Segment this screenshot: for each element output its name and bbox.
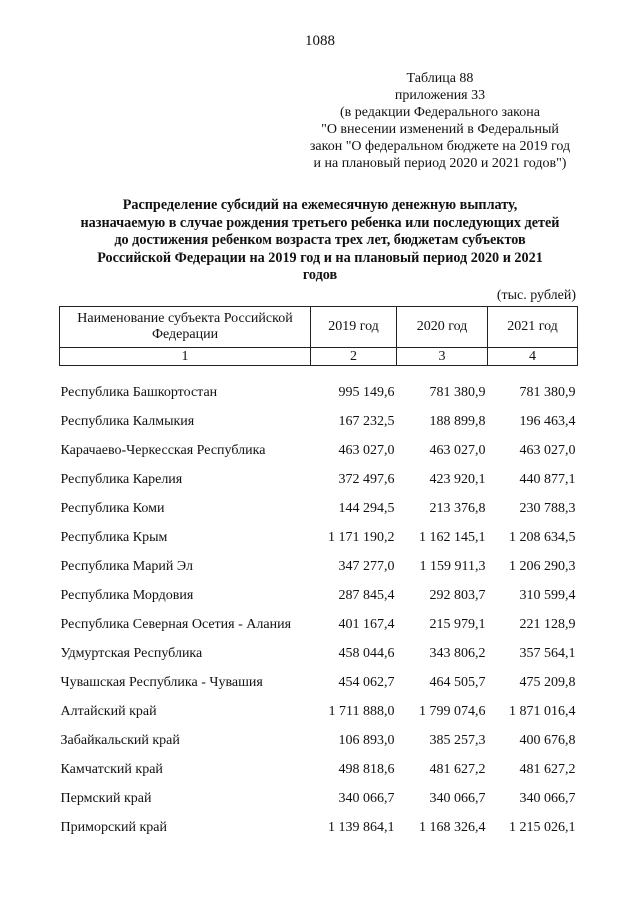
amount-cell-2020: 1 799 074,6 (419, 703, 486, 719)
region-name-cell: Забайкальский край (60, 732, 180, 748)
region-name-cell: Камчатский край (60, 761, 163, 777)
amount-cell-2021: 196 463,4 (519, 413, 576, 429)
column-header-2019: 2019 год (311, 307, 397, 348)
appendix-header (250, 70, 630, 172)
column-number: 3 (397, 348, 488, 366)
amount-cell-2021: 463 027,0 (519, 442, 576, 458)
title-line: назначаемую в случае рождения третьего ребенка или последующих детей (80, 214, 560, 231)
title-line: до достижения ребенком возраста трех лет, бюджетам субъектов (114, 232, 526, 248)
amount-cell-2021: 1 871 016,4 (509, 703, 576, 719)
header-line: приложения 33 (394, 88, 486, 103)
header-line: (в редакции Федерального закона (340, 105, 540, 120)
header-line: закон "О федеральном бюджете на 2019 год (309, 139, 571, 154)
amount-cell-2019: 458 044,6 (338, 645, 395, 661)
amount-cell-2019: 340 066,7 (338, 790, 395, 806)
column-number: 2 (311, 348, 397, 366)
table-row (60, 813, 578, 842)
amount-cell-2020: 781 380,9 (429, 384, 486, 400)
table-row (60, 755, 578, 784)
amount-cell-2019: 454 062,7 (338, 674, 395, 690)
amount-cell-2021: 400 676,8 (519, 732, 576, 748)
table-row (60, 465, 578, 494)
region-name-cell: Карачаево-Черкесская Республика (60, 442, 266, 458)
column-number-row (60, 348, 578, 366)
region-name-cell: Приморский край (60, 819, 167, 835)
table-row (60, 523, 578, 552)
region-name-cell: Удмуртская Республика (60, 645, 203, 661)
table-row (60, 581, 578, 610)
amount-cell-2021: 1 208 634,5 (509, 529, 576, 545)
units-label: (тыс. рублей) (496, 288, 576, 303)
table-row (60, 436, 578, 465)
amount-cell-2019: 167 232,5 (338, 413, 395, 429)
table-body (60, 366, 578, 843)
amount-cell-2019: 144 294,5 (338, 500, 395, 516)
amount-cell-2020: 464 505,7 (429, 674, 486, 690)
table-row (60, 610, 578, 639)
table-row (60, 494, 578, 523)
amount-cell-2020: 1 159 911,3 (419, 558, 486, 574)
column-header-region: Наименование субъекта Российской Федерации (60, 307, 311, 348)
amount-cell-2021: 221 128,9 (519, 616, 576, 632)
amount-cell-2021: 1 206 290,3 (509, 558, 576, 574)
amount-cell-2020: 292 803,7 (429, 587, 486, 603)
amount-cell-2019: 498 818,6 (338, 761, 395, 777)
amount-cell-2020: 215 979,1 (429, 616, 486, 632)
amount-cell-2021: 357 564,1 (519, 645, 576, 661)
amount-cell-2020: 340 066,7 (429, 790, 486, 806)
column-number: 1 (60, 348, 311, 366)
amount-cell-2020: 213 376,8 (429, 500, 486, 516)
amount-cell-2020: 423 920,1 (429, 471, 486, 487)
table-row (60, 784, 578, 813)
region-name-cell: Республика Мордовия (60, 587, 194, 603)
amount-cell-2019: 995 149,6 (338, 384, 395, 400)
table-row (60, 697, 578, 726)
region-name-cell: Республика Калмыкия (60, 413, 195, 429)
region-name-cell: Республика Крым (60, 529, 168, 545)
header-line: Таблица 88 (406, 71, 474, 86)
title-line: Российской Федерации на 2019 год и на плановый период 2020 и 2021 (97, 249, 543, 266)
region-name-cell: Республика Карелия (60, 471, 183, 487)
amount-cell-2020: 463 027,0 (429, 442, 486, 458)
amount-cell-2020: 1 168 326,4 (419, 819, 486, 835)
column-number: 4 (488, 348, 578, 366)
amount-cell-2020: 481 627,2 (429, 761, 486, 777)
region-name-cell: Республика Марий Эл (60, 558, 193, 574)
table-row (60, 552, 578, 581)
table-row (60, 668, 578, 697)
region-name-cell: Республика Башкортостан (60, 384, 218, 400)
region-name-cell: Республика Коми (60, 500, 165, 516)
region-name-cell: Алтайский край (60, 703, 157, 719)
page-number: 1088 (305, 33, 335, 49)
amount-cell-2019: 1 171 190,2 (328, 529, 395, 545)
amount-cell-2020: 188 899,8 (429, 413, 486, 429)
amount-cell-2019: 1 711 888,0 (328, 703, 395, 719)
region-name-cell: Пермский край (60, 790, 152, 806)
amount-cell-2021: 340 066,7 (519, 790, 576, 806)
amount-cell-2019: 1 139 864,1 (328, 819, 395, 835)
region-name-cell: Чувашская Республика - Чувашия (60, 674, 263, 690)
amount-cell-2021: 1 215 026,1 (509, 819, 576, 835)
column-header-2020: 2020 год (397, 307, 488, 348)
amount-cell-2021: 781 380,9 (519, 384, 576, 400)
title-line: Распределение субсидий на ежемесячную денежную выплату, (122, 197, 518, 213)
header-line: "О внесении изменений в Федеральный (321, 122, 559, 137)
document-title (50, 197, 590, 285)
amount-cell-2021: 440 877,1 (519, 471, 576, 487)
table-row (60, 407, 578, 436)
table-row (60, 726, 578, 755)
amount-cell-2020: 343 806,2 (429, 645, 486, 661)
amount-cell-2019: 347 277,0 (338, 558, 395, 574)
column-header-2021: 2021 год (488, 307, 578, 348)
amount-cell-2019: 463 027,0 (338, 442, 395, 458)
amount-cell-2019: 106 893,0 (338, 732, 395, 748)
title-line: годов (302, 267, 338, 283)
table-header-row (60, 307, 578, 348)
amount-cell-2021: 230 788,3 (519, 500, 576, 516)
table-row (60, 639, 578, 668)
amount-cell-2020: 385 257,3 (429, 732, 486, 748)
amount-cell-2021: 310 599,4 (519, 587, 576, 603)
amount-cell-2019: 372 497,6 (338, 471, 395, 487)
amount-cell-2019: 401 167,4 (338, 616, 395, 632)
subsidy-table (59, 306, 578, 842)
amount-cell-2020: 1 162 145,1 (419, 529, 486, 545)
header-line: и на плановый период 2020 и 2021 годов") (313, 156, 567, 171)
table-row (60, 366, 578, 408)
amount-cell-2021: 475 209,8 (519, 674, 576, 690)
amount-cell-2021: 481 627,2 (519, 761, 576, 777)
amount-cell-2019: 287 845,4 (338, 587, 395, 603)
region-name-cell: Республика Северная Осетия - Алания (60, 616, 292, 632)
